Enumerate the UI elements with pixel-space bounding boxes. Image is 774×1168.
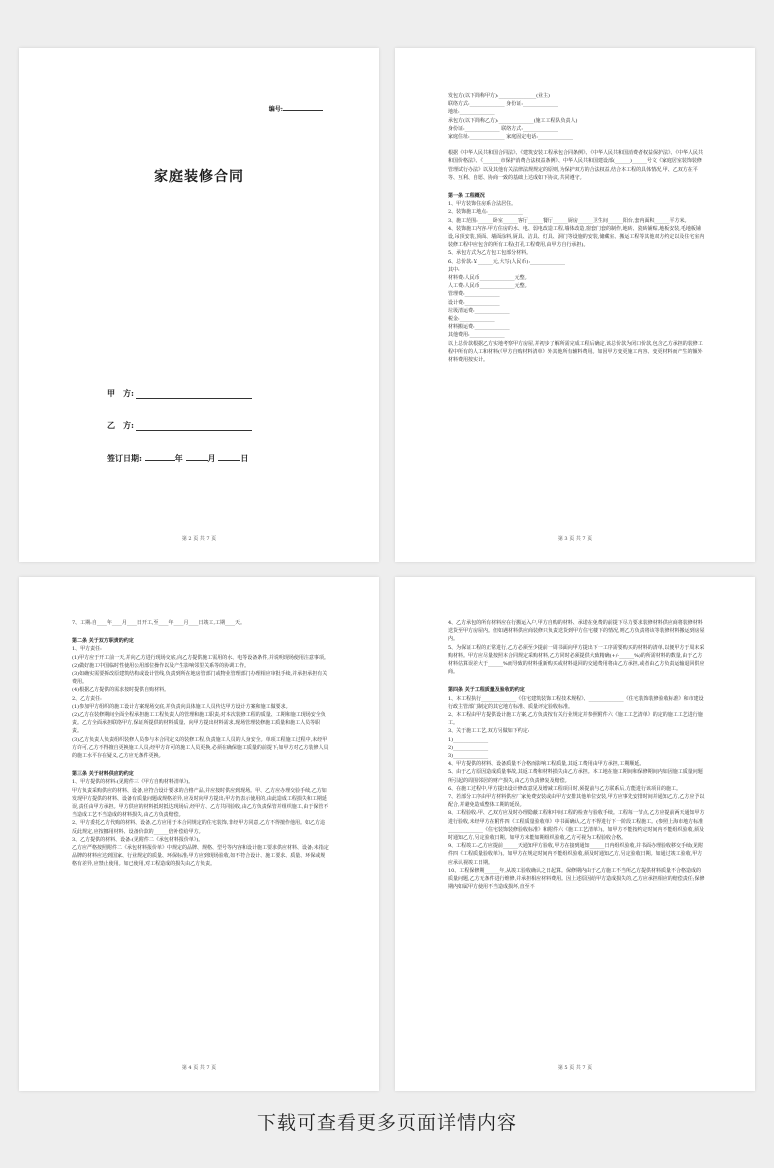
paragraph: 3、关于施工工艺,双方另做如下约定: xyxy=(448,728,530,735)
paragraph: 以上总价款根据乙方实地考察甲方房屋,并初步了解所需完成工程后确定,该总价款为闭口价款,包含乙方承担的装修工程中所有的人工和材料(《甲方自购材料清单》外其他所有辅料费用。如因甲方变更施工内容、变更材料而产生的额外材料费用按实计。 xyxy=(448,340,703,364)
paragraph: 承包方(以下简称乙方):______________(施工工程队负责人) xyxy=(448,117,578,124)
page-text xyxy=(448,619,705,892)
paragraph: 8、工程验收:甲、乙双方应及时办理隐蔽工程和中间工程的检查与验收手续。工程每一节点,乙方应提前两天通知甲方进行验收,未经甲方在附件四《工程质量验收单》中书面确认,乙方不得进行下一阶段工程施工。(参照上海市地方标准______________《住宅装饰装修验收标准》和附件六《施工工艺清单》)。如甲方不能按约定时间内不能组织验收,须及时通知乙方,另定验收日期。如甲方未能如期组织验收,乙方可视为工程验收合格。 xyxy=(448,810,705,842)
party-b-line xyxy=(107,420,252,431)
contract-page-3 xyxy=(19,577,379,1091)
paragraph: 2、本工程由甲方提供设计施工方案,乙方负责按有关行业规定并参照附件六《施工工艺清单》的定的施工工艺进行施工。 xyxy=(448,712,703,727)
contract-number-label: 编号: xyxy=(268,106,283,113)
contract-page-2 xyxy=(395,48,755,562)
paragraph: 设计费:______________ xyxy=(448,299,500,306)
page-footer: 第 5 页 共 7 页 xyxy=(557,1065,593,1071)
paragraph: 7、工期:自____年____月____日开工,至____年____月____日竣工,工期____天。 xyxy=(72,620,246,626)
blank-line xyxy=(72,760,329,768)
paragraph: 2)______________ xyxy=(448,744,489,751)
paragraph: (4)根据乙方提供的需求按时提供自购材料。 xyxy=(72,687,170,694)
paragraph: 9、工程竣工:乙方应提前______天通知甲方验收,甲方在接到通知______日内组织验收,并书面办理验收移交手续(见附件四《工程质量验收单》)。如甲方在规定时间内不能组织验收,须及时通知乙方,另定验收日期。如通过竣工验收,甲方应承认视竣工日期。 xyxy=(448,843,704,866)
blank-line xyxy=(448,141,705,149)
paragraph: (2)做好施工中国临时性使用公用部位操作以及产生影响邻里关系等的协调工作。 xyxy=(72,662,250,669)
paragraph: 4、装饰施工内容:甲方住房的水、电、弱电改造工程,墙体改造,窗套门套的制作,地砖、瓷砖铺贴,地板安装,毛地板铺设,吊顶安装,顶面、墙面涂料,厨具、洁具、灯具、洞门等设施的安装,储藏室、搬运工程等其他双方约定以及住宅室内装修工程中应包含的所有工程(打孔工程费用,由甲方自行承担)。 xyxy=(448,225,705,249)
page-footer: 第 4 页 共 7 页 xyxy=(181,1065,217,1071)
download-caption: 下载可查看更多页面详情内容 xyxy=(256,1112,517,1134)
paragraph: 1、本工程执行______________《住宅建筑装饰工程技术规程》、______________《住宅装饰装修验收标准》和市建设行政主管部门制定的其它地方标准、质量评定验收标准。 xyxy=(448,695,704,710)
paragraph: 2、乙方责任: xyxy=(72,695,102,702)
contract-number xyxy=(269,104,323,113)
paragraph: 1、甲方提供的材料:(见附件三《甲方自购材料清单》)。 xyxy=(72,779,194,786)
paragraph: 其中: xyxy=(448,266,460,273)
blank-line xyxy=(72,627,329,635)
paragraph: 乙方应严格按照附件二《承包材料报价单》中规定的品牌、规格、型号等内容和设计施工要求供应材料、设备;未指定品牌的材料应达到国家、行业规定的质量、环保标准;甲方应到现场验收,如不符合设计、施工要求、质量、环保或规格有差异,应禁止使用。如已使用,对工程造成的损失由乙方负责。 xyxy=(72,845,329,868)
blank-line xyxy=(448,676,705,684)
paragraph: 3、乙方提供的材料、设备:(见附件二《承包材料报价单》)。 xyxy=(72,836,204,843)
paragraph: 3、施工范围:______卧室______客厅______餐厅______厨房______卫生间______阳台,套内面积______平方米。 xyxy=(448,217,690,224)
paragraph: 根据《中华人民共和国合同法》、《建筑安装工程承包合同条例》、《中华人民共和国消费者权益保护法》、《中华人民共和国价格法》、《_______市保护消费合法权益条例》、中华人民共和国建设部(______)______号文《家庭居室装饰装修管理试行办法》以及其他有关法律法规规定的原则,为保护双方的合法权益,结合本工程的具体情况,甲、乙双方在平等、互利、自愿、协商一致的基础上达成如下协议,共同遵守。 xyxy=(448,150,704,181)
paragraph: 5、承包方式为乙方包工包部分材料。 xyxy=(448,250,532,257)
paragraph: 发包方(以下简称甲方):_______________(业主) xyxy=(448,93,550,99)
paragraph: (1)参加甲方组织的施工设计方案现场交底,并负责向具体施工人员传达甲方设计方案和施工做要求。 xyxy=(72,703,291,710)
paragraph: (1)甲方应于开工前一天,并向乙方进行现场交底,向乙方提供施工需用的水、电等设备条件,并说明现场使用注意事项。 xyxy=(72,654,329,661)
section-heading: 第二条 关于双方职责的约定 xyxy=(72,638,134,645)
page-text xyxy=(72,619,329,869)
paragraph: 1、甲方装饰住房系合法居住。 xyxy=(448,201,517,208)
paragraph: (3)如确实需要拆改原建筑结构或设计管线,负责到所在地房管部门或物业管理部门办理相应审批手续,并承担承担有关费用。 xyxy=(72,671,328,686)
day-label: 日 xyxy=(240,453,249,463)
paragraph: 材料费:人民币______________元整。 xyxy=(448,275,530,282)
section-heading: 第三条 关于材料供应的约定 xyxy=(72,771,134,778)
page-footer: 第 2 页 共 7 页 xyxy=(181,536,217,542)
paragraph: 管理费:______________ xyxy=(448,291,500,298)
page-footer: 第 3 页 共 7 页 xyxy=(557,536,593,542)
party-a-line xyxy=(107,388,252,399)
paragraph: 1)______________ xyxy=(448,736,489,743)
year-label: 年 xyxy=(174,453,183,463)
section-heading: 第一条 工程概况 xyxy=(448,193,485,200)
contract-page-cover xyxy=(19,48,379,562)
paragraph: (2)乙方在装修期间全面全程承担施工工程负责人的管理和施工职责;对本次装修工程的质量、工期和施工现场安全负责。乙方全面承担联络甲方,保证所提供的材料质量、向甲方提出材料需求,现场管理装修施工质量和施工人员等职责。 xyxy=(72,712,326,735)
month-label: 月 xyxy=(207,453,216,463)
section-heading: 第四条 关于工程质量及验收的约定 xyxy=(448,687,525,694)
page-text xyxy=(448,92,705,364)
sign-date-label: 签订日期: xyxy=(107,453,142,463)
paragraph: 7、若部分工序由甲方材料供应厂家免费安装或由甲方安排其他单位安装,甲方应事先安排时间并通知乙方,乙方应予以配合,并避免造成整体工期的延误。 xyxy=(448,794,705,809)
paragraph: 税金:______________ xyxy=(448,316,495,323)
paragraph: 5、由于乙方原因造成质量事故,其返工费和材料损失由乙方承担。本工地在施工期间和保修期间内如因施工质量问题所引起的周围邻居的财产损失,由乙方负责修复及赔偿。 xyxy=(448,769,703,784)
party-b-label: 乙 方: xyxy=(107,420,134,430)
party-a-label: 甲 方: xyxy=(107,388,134,398)
paragraph: 人工费:人民币______________元整。 xyxy=(448,283,530,290)
paragraph: 1、甲方责任: xyxy=(72,646,102,653)
sign-date-line xyxy=(107,453,248,464)
paragraph: 5、为保证工程的正常进行,乙方必须至少提前一周书面向甲方提出下一工序需要购买的材料的清单,以便甲方于周末采购材料。甲方应尽量按照本合同规定采购材料,乙方同时必须提供大致精确(+/-______%)的所需材料的数量,由于乙方材料估算误差大于______%而导致的材料重新购买或材料退回的交通费用将由乙方承担,或者由乙方负责运输退回供应商。 xyxy=(448,644,705,676)
paragraph: 其他费用:______________ xyxy=(448,332,505,339)
paragraph: 家庭住址:______________ 家庭固定电话:______________ xyxy=(448,134,573,141)
paragraph: 材料搬运费:______________ xyxy=(448,324,510,331)
paragraph: 2、甲方委托乙方代购的材料、设备,乙方应用于本合同规定的住宅装饰,非经甲方同意,乙方不得擅作他用。如乙方违反此规定,应按挪用材料、设备价款的______倍补偿给甲方。 xyxy=(72,820,325,835)
paragraph: 6、在施工过程中,甲方提出设计修改意见及增减工程项目时,须提前与乙方联系后,方能进行该项目的施工。 xyxy=(448,785,681,792)
paragraph: 4、乙方承包的所有材料应在行搬运入户,甲方自购的材料、承诺在免费的前提下尽力要求装修材料供应商将装修材料送货至甲方房屋内。但如遇材料供应商装修只负责送货到甲方住宅楼下的情况,则乙方负责将该等装修材料搬运到房屋内。 xyxy=(448,620,705,643)
blank-line xyxy=(448,182,705,190)
contract-title: 家庭装修合同 xyxy=(154,169,244,185)
paragraph: 联络方式:______________ 身份证:______________ xyxy=(448,101,558,108)
paragraph: 地址:______________ xyxy=(448,109,495,116)
paragraph: 3)______________ xyxy=(448,753,489,760)
paragraph: 2、装饰施工地点:______________ xyxy=(448,209,523,216)
paragraph: (3)乙方负责人负责组织装修人员参与本合同定义的装修工程,负责施工人员的人身安全。单项工程施工过程中,未经甲方许可,乙方不得擅自更换施工人员;经甲方许可的施工人员更换,必须在确保施工质量的前提下;如甲方对乙方装修人员的施工水平存在疑义,乙方应无条件更换。 xyxy=(72,736,329,760)
paragraph: 10、工程保修期______年,从竣工验收确认之日起算。保修期内由于乙方施工不当所乙方提供材料质量不合格造成的质量问题,乙方无条件进行维修,并承担相应材料费用。因上述原因给甲方造成损失的,乙方应承担相应的赔偿责任;保修期内如属甲方使用不当造成损坏,直至不 xyxy=(448,867,705,891)
paragraph: 4、甲方提供的材料、设备质量不合格而影响工程质量,其返工费用由甲方承担,工期顺延。 xyxy=(448,761,645,768)
paragraph: 垃圾清运费:______________ xyxy=(448,307,510,314)
contract-page-4 xyxy=(395,577,755,1091)
paragraph: 身份证:______________ 联络方式:______________ xyxy=(448,125,558,132)
paragraph: 甲方负责采购供应的材料、设备,应符合设计要求的合格产品,并应按时供应到现场。甲、乙方应办理交验手续,乙方如发现甲方提供的材料、设备有质量问题或规格差异,应及时向甲方提出;甲方仍表示使用的,由此造成工程损失和工期延误,责任由甲方承担。甲方供应的材料抵时抵达现场后,经甲方、乙方共同验收,由乙方负责保管并组织施工,由于保管不当造成工艺不当造成的材料损失,由乙方负责赔偿。 xyxy=(72,787,329,819)
paragraph: 6、总价款:￥______元,大写(人民币):______________ xyxy=(448,258,566,265)
